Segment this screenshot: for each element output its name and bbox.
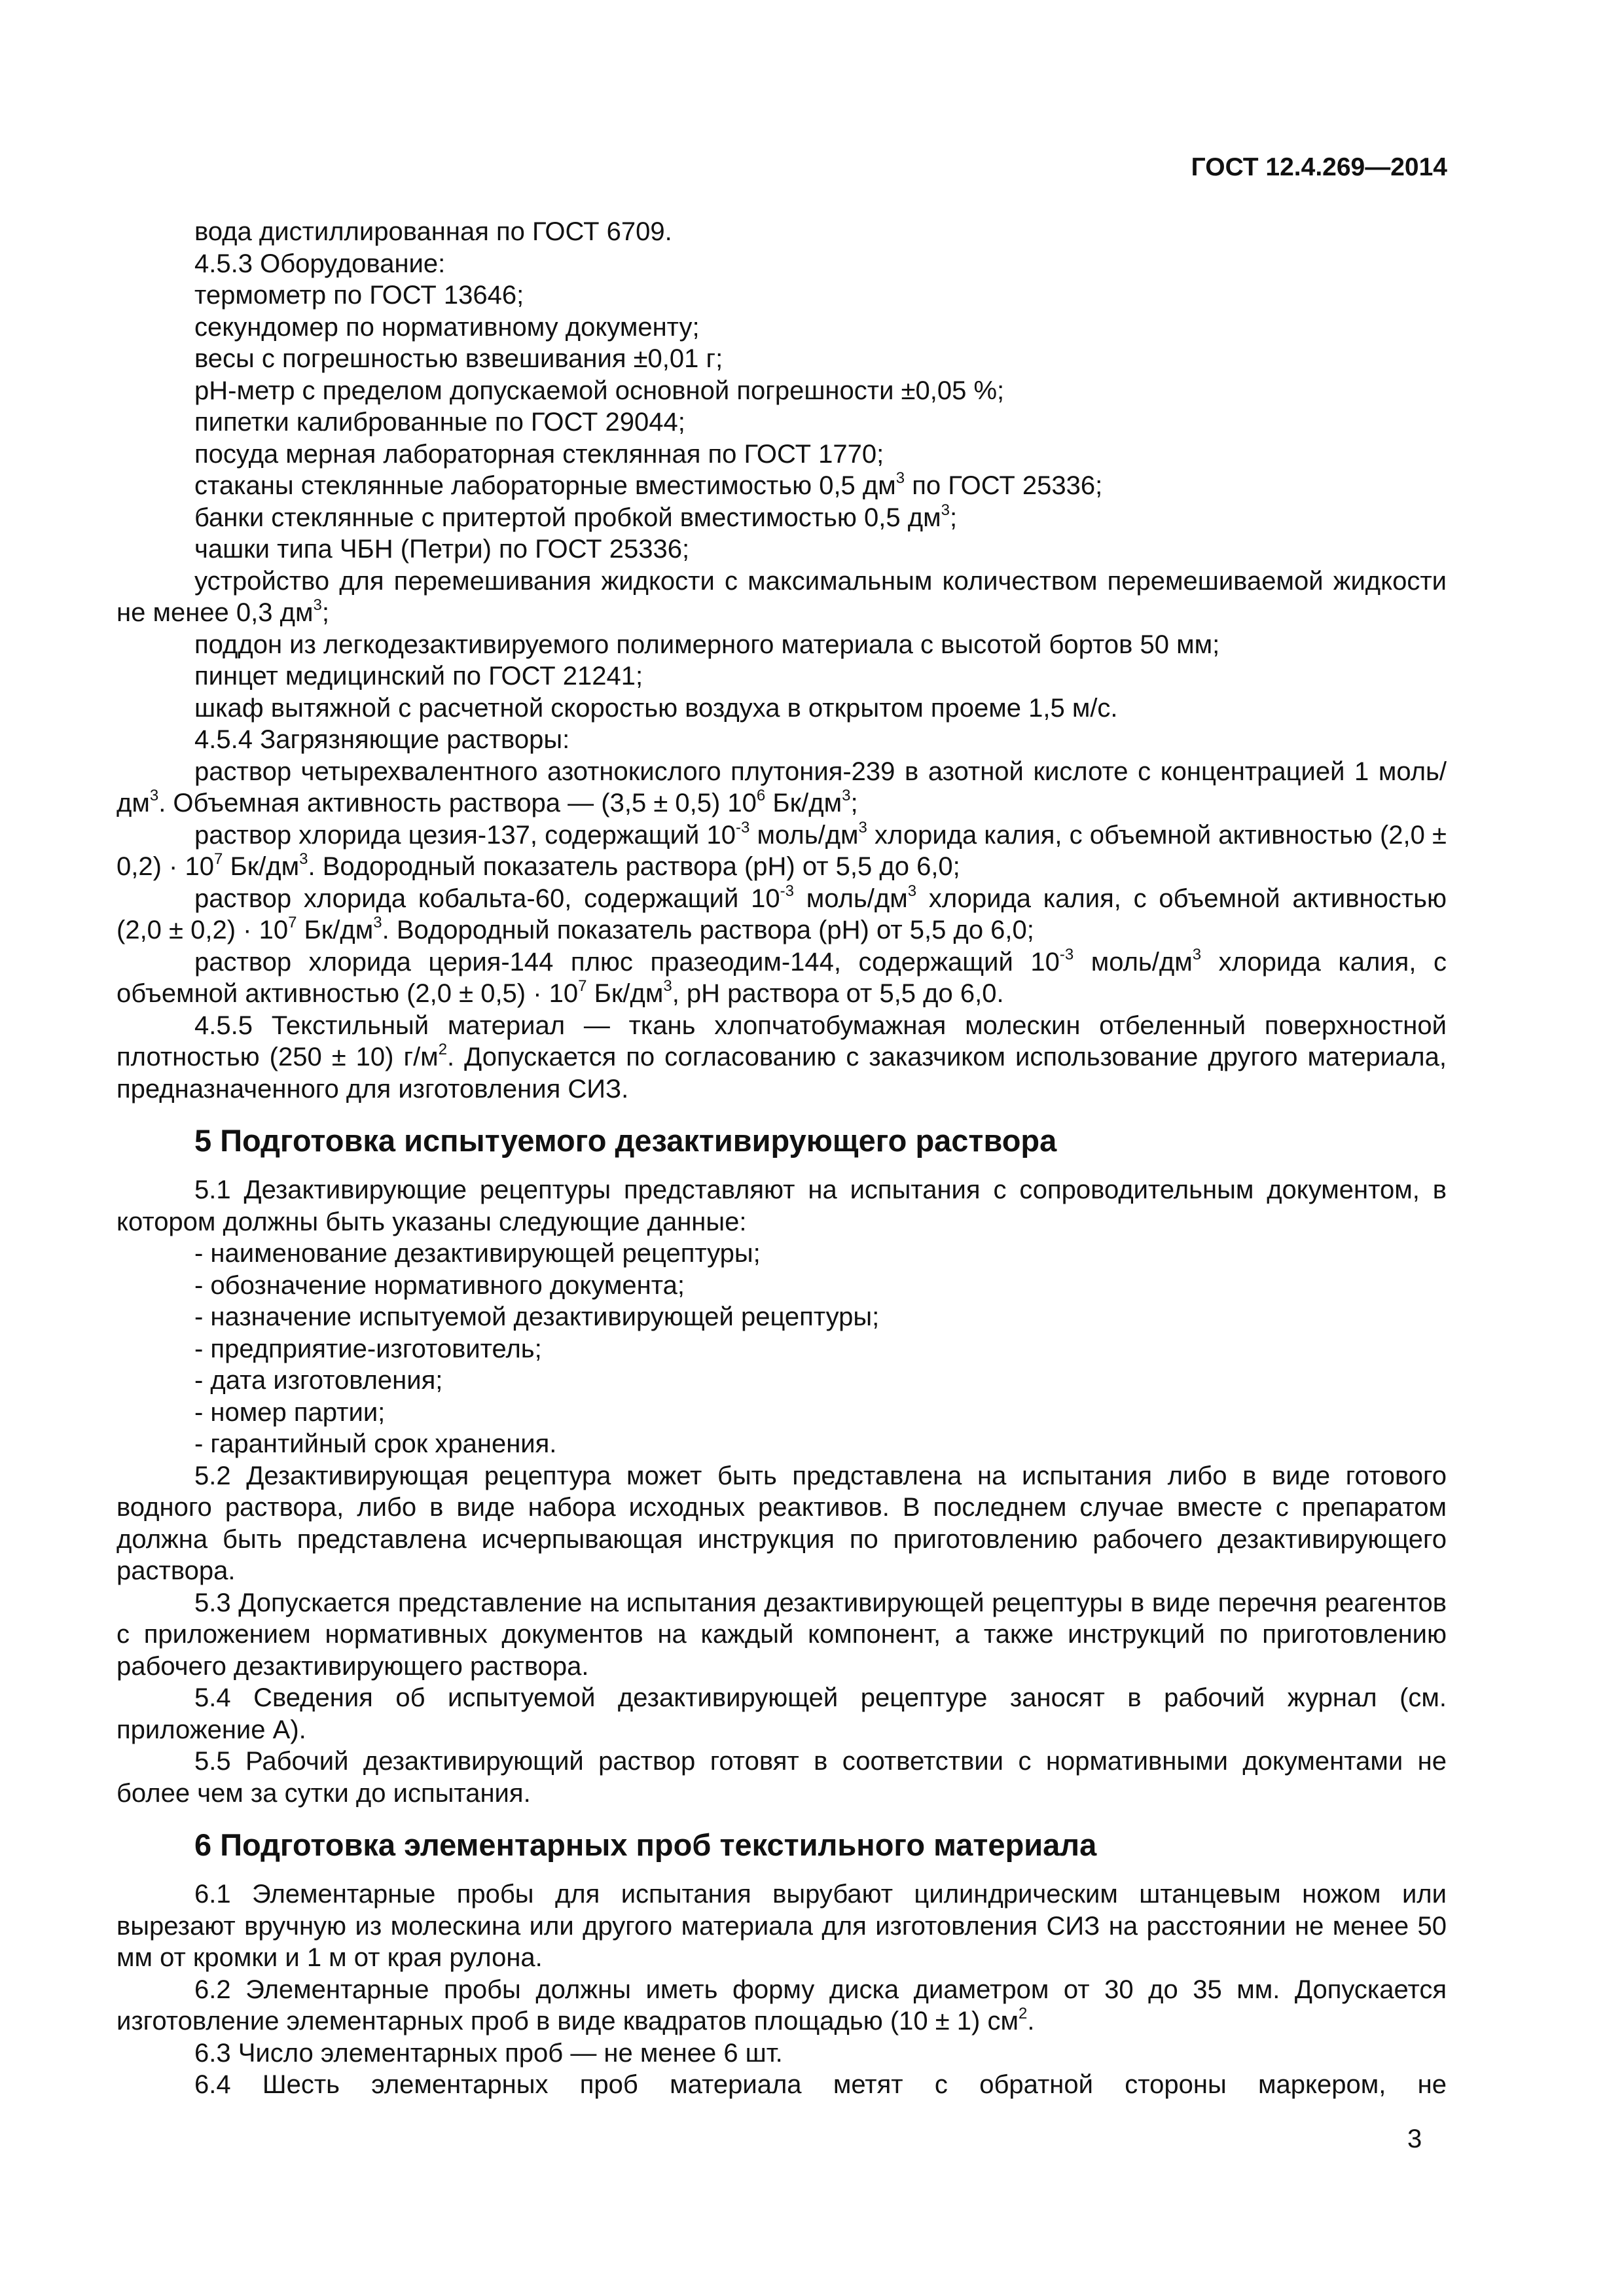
section-5-heading: 5 Подготовка испытуемого дезактивирующего раствора (194, 1123, 1057, 1158)
text-line: банки стеклянные с притертой пробкой вместимостью 0,5 $дм^3$; (194, 501, 958, 532)
paragraph: 5.3 Допускается представление на испытания дезактивирующей рецептуры в виде перечня реагентов с приложением нормативных документов на каждый компонент, а также инструкций по приготовлению рабочего дезактивирующего раствора. (117, 1588, 1447, 1681)
list-item: - обозначение нормативного документа; (194, 1270, 685, 1300)
text-line: 4.5.4 Загрязняющие растворы: (194, 725, 570, 754)
text-line: 4.5.3 Оборудование: (194, 249, 446, 278)
text-line: чашки типа ЧБН (Петри) по ГОСТ 25336; (194, 535, 690, 564)
document-code: ГОСТ 12.4.269—2014 (1191, 153, 1447, 181)
text-line: весы с погрешностью взвешивания ±0,01 г; (194, 344, 723, 373)
requirements-list (117, 1238, 1447, 1460)
list-item: - дата изготовления; (194, 1366, 443, 1395)
paragraph: раствор хлорида церия-144 плюс празеодим-144, содержащий $10^{-3}$ моль/$дм^3$ хлорида калия, с объемной активностью $(2,0 \pm 0,5) \cdot 10^7$ $Бк/дм^3$, pH раствора от 5,5 до 6,0. (117, 945, 1447, 1008)
text-line: pH-метр с пределом допускаемой основной погрешности ±0,05 %; (194, 376, 1005, 405)
paragraph: 4.5.5 Текстильный материал — ткань хлопчатобумажная молескин отбеленный поверхностной плотностью (250 ± 10) $г/м^2$. Допускается по согласованию с заказчиком использование другого материала, предназначенного для изготовления СИЗ. (117, 1011, 1447, 1103)
text-line: 6.3 Число элементарных проб — не менее 6 шт. (194, 2038, 783, 2068)
paragraph: 5.5 Рабочий дезактивирующий раствор готовят в соответствии с нормативными документами не более чем за сутки до испытания. (117, 1747, 1447, 1808)
page-body (117, 216, 1447, 2101)
text-line: пинцет медицинский по ГОСТ 21241; (194, 662, 643, 691)
paragraph: 5.4 Сведения об испытуемой дезактивирующей рецептуре заносят в рабочий журнал (см. приложение А). (117, 1683, 1447, 1744)
text-line: секундомер по нормативному документу; (194, 312, 700, 342)
paragraph: устройство для перемешивания жидкости с максимальным количеством перемешиваемой жидкости не менее 0,3 $дм^3$; (117, 566, 1447, 627)
text-line: термометр по ГОСТ 13646; (194, 281, 524, 310)
text-line: шкаф вытяжной с расчетной скоростью воздуха в открытом проеме 1,5 м/с. (194, 693, 1118, 723)
paragraph: 5.2 Дезактивирующая рецептура может быть представлена на испытания либо в виде готового водного раствора, либо в виде набора исходных реактивов. В последнем случае вместе с препаратом должна быть представлена исчерпывающая инструкция по приготовлению рабочего дезактивирующего раствора. (117, 1461, 1447, 1585)
paragraph: 5.1 Дезактивирующие рецептуры представляют на испытания с сопроводительным документом, в котором должны быть указаны следующие данные: (117, 1175, 1447, 1236)
paragraph: раствор хлорида цезия-137, содержащий $10^{-3}$ моль/$дм^3$ хлорида калия, с объемной активностью $(2,0 \pm 0,2) \cdot 10^7$ $Бк/дм^3$. Водородный показатель раствора (pH) от 5,5 до 6,0; (117, 818, 1447, 881)
list-item: - назначение испытуемой дезактивирующей рецептуры; (194, 1302, 880, 1331)
list-item: - предприятие-изготовитель; (194, 1334, 542, 1363)
text-line: пипетки калиброванные по ГОСТ 29044; (194, 408, 685, 437)
text-line: поддон из легкодезактивируемого полимерного материала с высотой бортов 50 мм; (194, 630, 1220, 659)
text-line: посуда мерная лабораторная стеклянная по ГОСТ 1770; (194, 439, 884, 469)
page-number: 3 (1407, 2125, 1422, 2153)
paragraph: раствор хлорида кобальта-60, содержащий $10^{-3}$ моль/$дм^3$ хлорида калия, с объемной активностью $(2,0 \pm 0,2) \cdot 10^7$ $Бк/дм^3$. Водородный показатель раствора (pH) от 5,5 до 6,0; (117, 882, 1447, 944)
section-6-heading: 6 Подготовка элементарных проб текстильного материала (194, 1827, 1097, 1862)
text-line: стаканы стеклянные лабораторные вместимостью 0,5 $дм^3$ по ГОСТ 25336; (194, 469, 1103, 500)
list-item: - номер партии; (194, 1397, 386, 1427)
paragraph: 6.1 Элементарные пробы для испытания вырубают цилиндрическим штанцевым ножом или вырезают вручную из молескина или другого материала для изготовления СИЗ на расстоянии не менее 50 мм от кромки и 1 м от края рулона. (117, 1880, 1447, 1972)
paragraph: 6.2 Элементарные пробы должны иметь форму диска диаметром от 30 до 35 мм. Допускается изготовление элементарных проб в виде квадратов площадью (10 ± 1) $см^2$. (117, 1975, 1447, 2036)
text-line: вода дистиллированная по ГОСТ 6709. (194, 217, 672, 246)
text-line: 6.4 Шесть элементарных проб материала метят с обратной стороны маркером, не (194, 2070, 1447, 2099)
list-item: - гарантийный срок хранения. (194, 1429, 557, 1458)
list-item: - наименование дезактивирующей рецептуры; (194, 1239, 761, 1268)
paragraph: раствор четырехвалентного азотнокислого плутония-239 в азотной кислоте с концентрацией 1 моль/$дм^3$. Объемная активность раствора — (3,5 ± 0,5) $10^6$ $Бк/дм^3$; (117, 757, 1447, 817)
